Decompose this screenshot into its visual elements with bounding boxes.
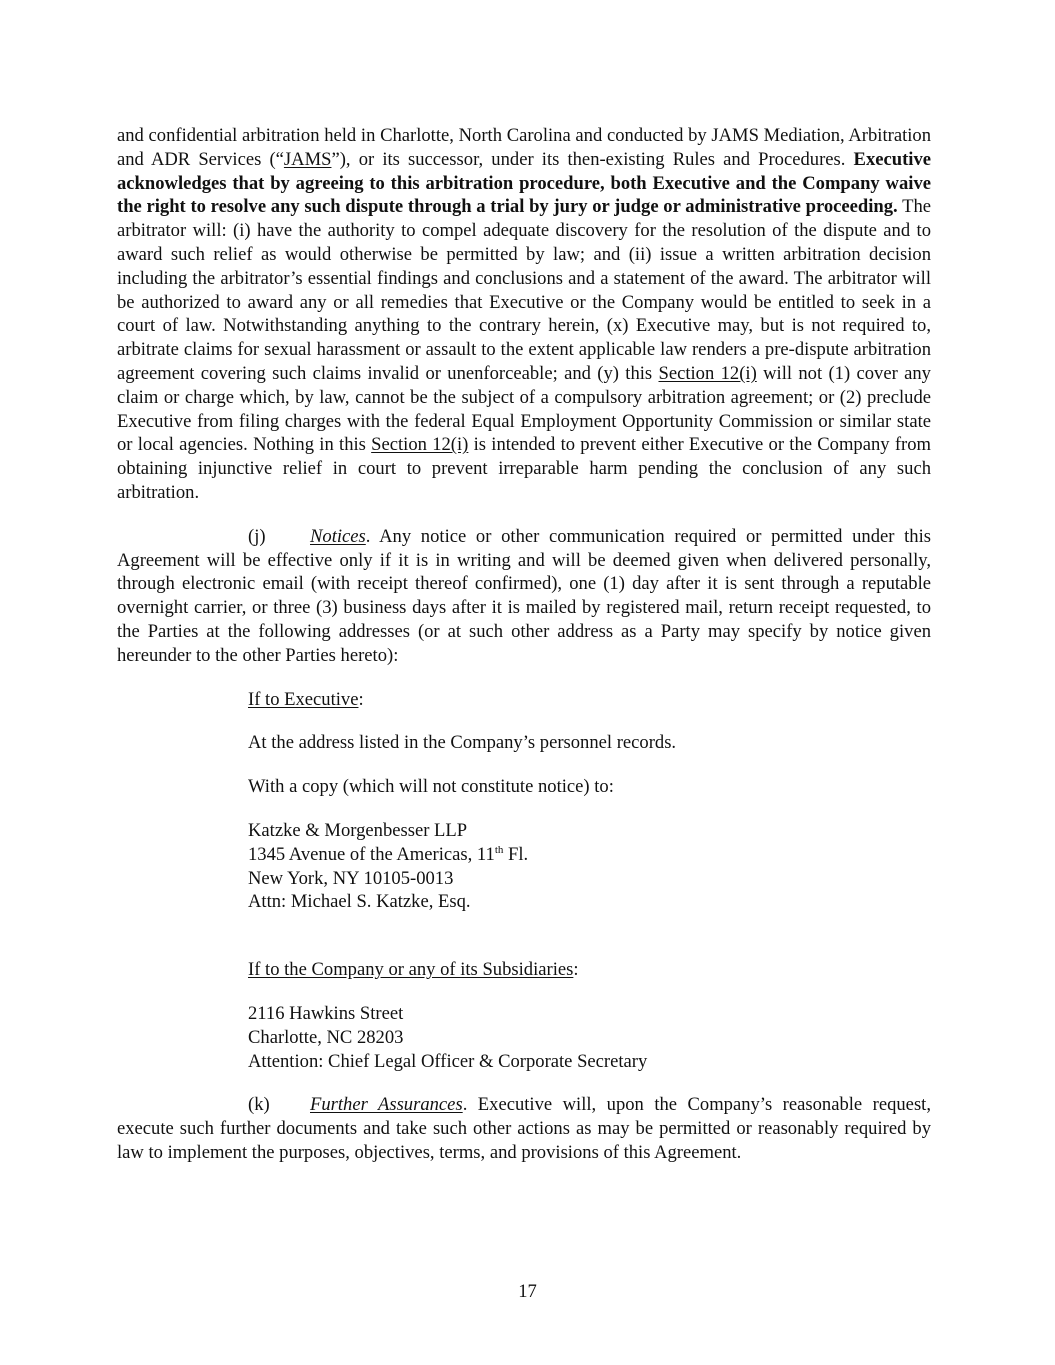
jury-waiver-text: Executive acknowledges that by agreeing to this arbitration procedure, both Executive and the Company waive the right to resolve any such dispute through a trial by jury or judge or administrative proceeding. <box>117 148 931 218</box>
notices-paragraph <box>117 525 931 668</box>
counsel-city: New York, NY 10105-0013 <box>248 867 454 889</box>
counsel-name: Katzke & Morgenbesser LLP <box>248 819 468 841</box>
counsel-street-floor: Fl. <box>503 843 529 865</box>
company-city: Charlotte, NC 28203 <box>248 1026 404 1048</box>
counsel-street-text: 1345 Avenue of the Americas, 11 <box>248 843 495 865</box>
counsel-street <box>248 843 931 867</box>
section-reference-2: Section 12(i) <box>371 434 469 456</box>
executive-heading-colon: : <box>358 688 364 710</box>
arbitration-text-3: The arbitrator will: (i) have the authority to compel adequate discovery for the resolution of the dispute and to award such relief as would otherwise be permitted by law; and (ii) issue a written arbitration decision including the arbitrator’s essential findings and conclusions and a statement of the award. The arbitrator will be authorized to award any or all remedies that Executive or the Company would be entitled to seek in a court of law. Notwithstanding anything to the contrary herein, (x) Executive may, but is not required to, arbitrate claims for sexual harassment or assault to the extent applicable law renders a pre-dispute arbitration agreement covering such claims invalid or unenforceable; and (y) this <box>117 196 931 384</box>
assurances-label: (k) <box>248 1094 270 1116</box>
page-number: 17 <box>518 1281 537 1302</box>
arbitration-text-2: ”), or its successor, under its then-existing Rules and Procedures. <box>331 148 854 170</box>
assurances-title: Further Assurances <box>310 1094 463 1116</box>
executive-heading-text: If to Executive <box>248 688 359 710</box>
copy-line: With a copy (which will not constitute notice) to: <box>248 776 614 798</box>
notices-text: . Any notice or other communication required or permitted under this Agreement will be effective only if it is in writing and will be deemed given when delivered personally, through electronic email (with receipt thereof confirmed), one (1) day after it is sent through a reputable overnight carrier, or three (3) business days after it is mailed by registered mail, return receipt requested, to the Parties at the following addresses (or at such other address as a Party may specify by notice given hereunder to the other Parties hereto): <box>117 525 931 666</box>
notices-label: (j) <box>248 525 266 547</box>
counsel-street-superscript: th <box>494 843 504 856</box>
company-heading-colon: : <box>573 959 579 981</box>
company-heading-text: If to the Company or any of its Subsidiaries <box>248 959 574 981</box>
arbitration-text-5: is intended to prevent either Executive or the Company from obtaining injunctive relief in court to prevent irreparable harm pending the conclusion of any such arbitration. <box>117 434 931 503</box>
arbitration-text-4: will not (1) cover any claim or charge which, by law, cannot be the subject of a compulsory arbitration agreement; or (2) preclude Executive from filing charges with the federal Equal Employment Opportunity Commission or similar state or local agencies. Nothing in this <box>117 362 931 456</box>
counsel-attn: Attn: Michael S. Katzke, Esq. <box>248 891 471 913</box>
company-heading <box>248 958 931 982</box>
executive-heading <box>248 688 931 712</box>
assurances-paragraph <box>117 1093 931 1164</box>
notices-title: Notices <box>310 525 366 547</box>
section-reference-1: Section 12(i) <box>658 362 757 384</box>
arbitration-paragraph <box>117 124 931 505</box>
document-page <box>117 124 931 1165</box>
arbitration-text-1: and confidential arbitration held in Charlotte, North Carolina and conducted by JAMS Mediation, Arbitration and ADR Services (“ <box>117 125 931 170</box>
executive-address: At the address listed in the Company’s personnel records. <box>248 732 677 754</box>
jams-defined-term: JAMS <box>283 148 332 170</box>
notice-addresses <box>117 688 931 1074</box>
assurances-text: . Executive will, upon the Company’s reasonable request, execute such further documents and take such other actions as may be permitted or reasonably required by law to implement the purposes, objectives, terms, and provisions of this Agreement. <box>117 1094 931 1163</box>
company-street: 2116 Hawkins Street <box>248 1002 404 1024</box>
company-attn: Attention: Chief Legal Officer & Corporate Secretary <box>248 1050 648 1072</box>
